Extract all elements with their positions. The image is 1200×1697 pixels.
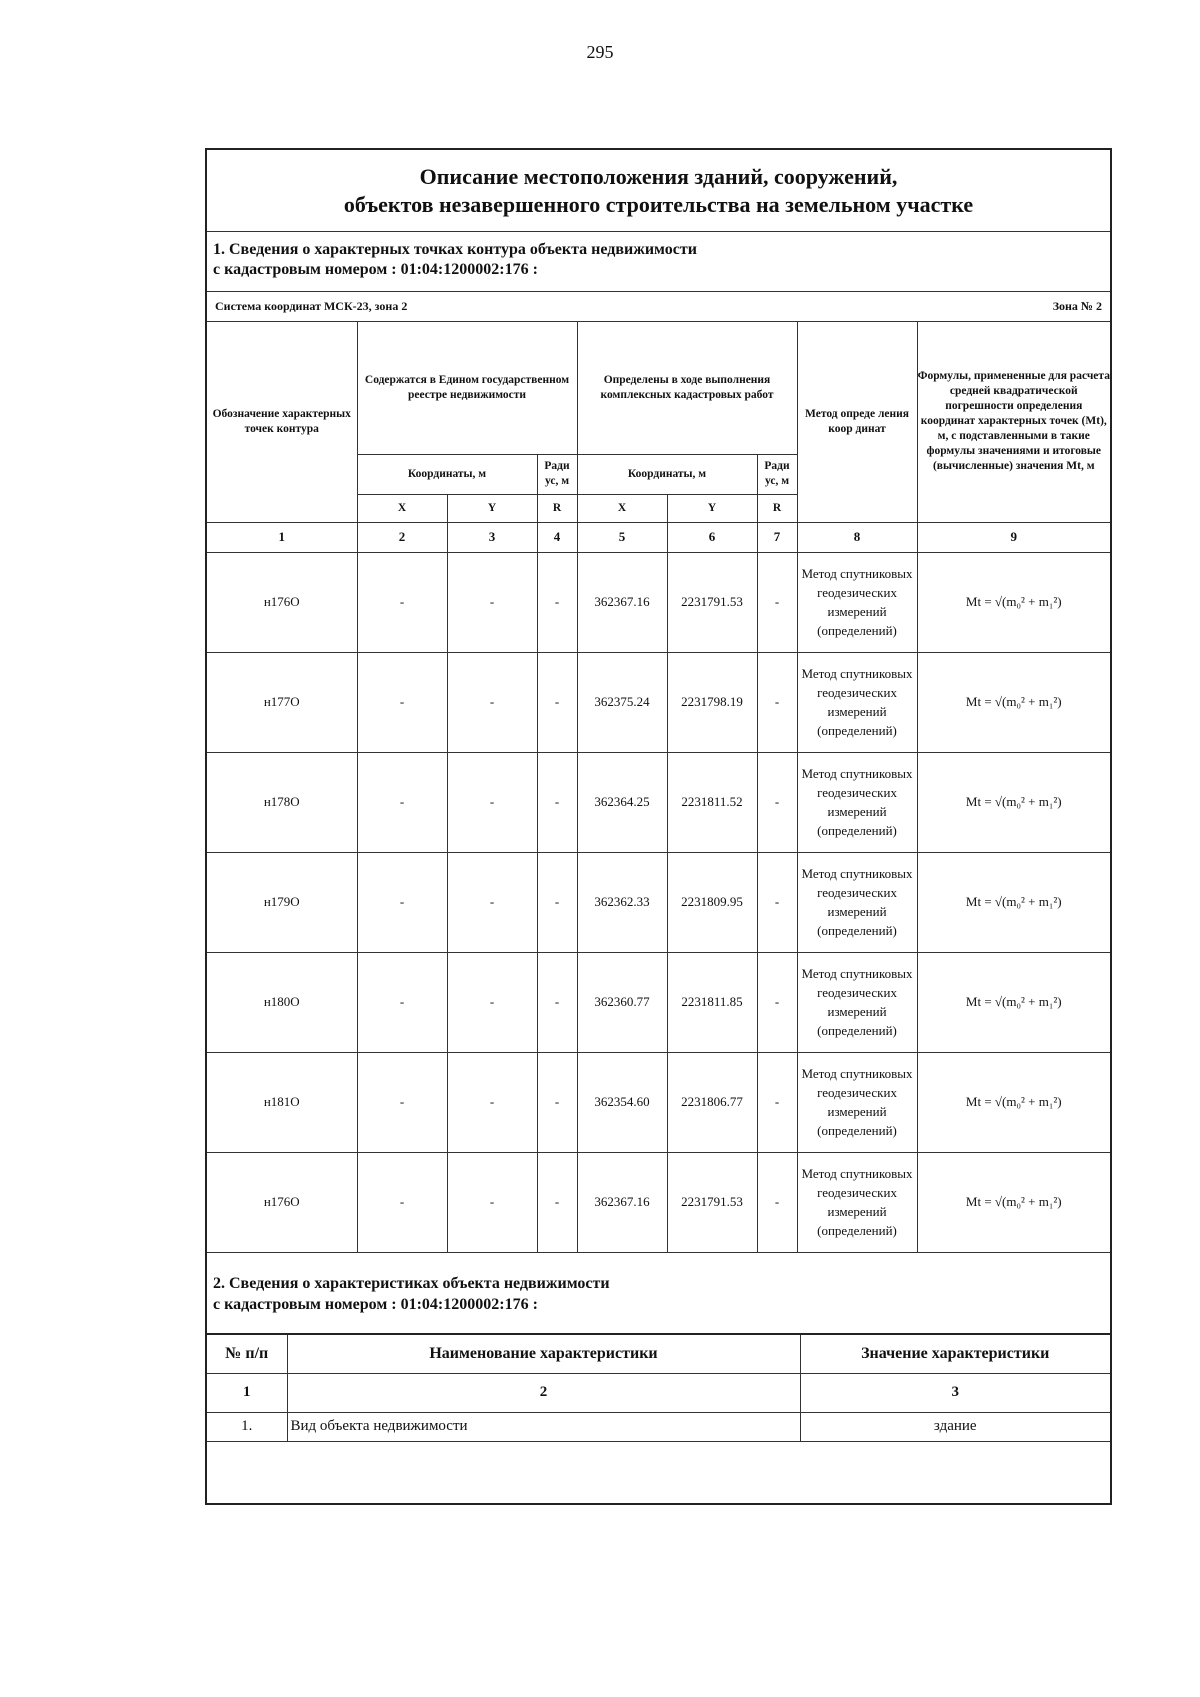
formula-cell: Mt = √(m₀² + m₁²) (917, 1052, 1110, 1152)
column-number: 9 (917, 522, 1110, 552)
egrn-y: - (447, 1152, 537, 1252)
column-number: 2 (357, 522, 447, 552)
header-radius-determined: Ради ус, м (757, 454, 797, 494)
point-designation: н178О (207, 752, 357, 852)
determined-x: 362362.33 (577, 852, 667, 952)
egrn-x: - (357, 552, 447, 652)
egrn-radius: - (537, 652, 577, 752)
egrn-radius: - (537, 552, 577, 652)
formula-cell: Mt = √(m₀² + m₁²) (917, 752, 1110, 852)
egrn-y: - (447, 552, 537, 652)
egrn-y: - (447, 852, 537, 952)
method-cell: Метод спутниковых геодезических измерений (определений) (797, 752, 917, 852)
header-point-designation: Обозначение характерных точек контура (207, 322, 357, 522)
table-row (207, 1412, 1110, 1441)
page-number: 295 (586, 42, 614, 62)
determined-y: 2231798.19 (667, 652, 757, 752)
method-cell: Метод спутниковых геодезических измерений (определений) (797, 852, 917, 952)
column-number-row (207, 522, 1110, 552)
determined-x: 362367.16 (577, 552, 667, 652)
header-characteristic-name: Наименование характеристики (287, 1334, 800, 1374)
determined-radius: - (757, 1152, 797, 1252)
egrn-x: - (357, 1152, 447, 1252)
egrn-x: - (357, 752, 447, 852)
column-number: 1 (207, 522, 357, 552)
header-r: R (757, 494, 797, 522)
points-table-body (207, 552, 1110, 1252)
method-cell: Метод спутниковых геодезических измерений (определений) (797, 952, 917, 1052)
points-table (207, 322, 1110, 1253)
document-frame (205, 148, 1112, 1505)
header-characteristic-value: Значение характеристики (800, 1334, 1110, 1374)
determined-radius: - (757, 652, 797, 752)
characteristics-table (207, 1333, 1110, 1442)
egrn-x: - (357, 952, 447, 1052)
point-designation: н179О (207, 852, 357, 952)
table-row (207, 1152, 1110, 1252)
header-method: Метод опреде ления коор динат (797, 322, 917, 522)
section1-line-1: 1. Сведения о характерных точках контура объекта недвижимости (213, 241, 697, 258)
egrn-radius: - (537, 1052, 577, 1152)
header-r: R (537, 494, 577, 522)
characteristic-value: здание (800, 1412, 1110, 1441)
column-number: 5 (577, 522, 667, 552)
point-designation: н177О (207, 652, 357, 752)
section2-line-2: с кадастровым номером : 01:04:1200002:176 : (213, 1295, 538, 1313)
column-number: 7 (757, 522, 797, 552)
determined-radius: - (757, 852, 797, 952)
egrn-x: - (357, 1052, 447, 1152)
header-egrn: Содержатся в Едином государственном реестре недвижимости (357, 322, 577, 454)
header-y: Y (447, 494, 537, 522)
document-title (207, 150, 1110, 232)
point-designation: н180О (207, 952, 357, 1052)
header-y: Y (667, 494, 757, 522)
header-coords-egrn: Координаты, м (357, 454, 537, 494)
determined-y: 2231811.85 (667, 952, 757, 1052)
table-row (207, 852, 1110, 952)
point-designation: н176О (207, 1152, 357, 1252)
formula-cell: Mt = √(m₀² + m₁²) (917, 652, 1110, 752)
table-row (207, 552, 1110, 652)
determined-y: 2231806.77 (667, 1052, 757, 1152)
table-row (207, 952, 1110, 1052)
column-number-row (207, 1373, 1110, 1412)
column-number: 8 (797, 522, 917, 552)
egrn-radius: - (537, 952, 577, 1052)
section2-heading (207, 1253, 1110, 1333)
header-x: X (577, 494, 667, 522)
section1-line-2: с кадастровым номером : 01:04:1200002:176 : (213, 261, 538, 278)
table-row (207, 1052, 1110, 1152)
egrn-x: - (357, 852, 447, 952)
determined-y: 2231809.95 (667, 852, 757, 952)
egrn-y: - (447, 752, 537, 852)
column-number: 6 (667, 522, 757, 552)
determined-radius: - (757, 952, 797, 1052)
column-number: 4 (537, 522, 577, 552)
egrn-x: - (357, 652, 447, 752)
egrn-y: - (447, 952, 537, 1052)
coordinate-system-bar (207, 292, 1110, 322)
determined-x: 362354.60 (577, 1052, 667, 1152)
formula-cell: Mt = √(m₀² + m₁²) (917, 552, 1110, 652)
determined-x: 362367.16 (577, 1152, 667, 1252)
header-row-number: № п/п (207, 1334, 287, 1374)
point-designation: н181О (207, 1052, 357, 1152)
determined-radius: - (757, 752, 797, 852)
formula-cell: Mt = √(m₀² + m₁²) (917, 952, 1110, 1052)
column-number: 3 (800, 1373, 1110, 1412)
method-cell: Метод спутниковых геодезических измерений (определений) (797, 1152, 917, 1252)
egrn-y: - (447, 652, 537, 752)
point-designation: н176О (207, 552, 357, 652)
determined-y: 2231791.53 (667, 552, 757, 652)
method-cell: Метод спутниковых геодезических измерений (определений) (797, 652, 917, 752)
column-number: 2 (287, 1373, 800, 1412)
coordinate-system-label: Система координат МСК-23, зона 2 (215, 299, 408, 313)
header-determined: Определены в ходе выполнения комплексных кадастровых работ (577, 322, 797, 454)
section1-heading (207, 232, 1110, 292)
method-cell: Метод спутниковых геодезических измерений (определений) (797, 552, 917, 652)
column-number: 1 (207, 1373, 287, 1412)
determined-x: 362364.25 (577, 752, 667, 852)
header-coords-determined: Координаты, м (577, 454, 757, 494)
characteristic-name: Вид объекта недвижимости (287, 1412, 800, 1441)
section2-line-1: 2. Сведения о характеристиках объекта недвижимости (213, 1274, 610, 1292)
egrn-radius: - (537, 1152, 577, 1252)
row-number: 1. (207, 1412, 287, 1441)
header-formula: Формулы, примененные для расчета средней квадратической погрешности определения координат характерных точек (Mt), м, с подставленными в такие формулы значениями и итоговые (вычисленные) значения Mt, м (917, 322, 1110, 522)
header-radius-egrn: Ради ус, м (537, 454, 577, 494)
column-number: 3 (447, 522, 537, 552)
method-cell: Метод спутниковых геодезических измерений (определений) (797, 1052, 917, 1152)
determined-x: 362360.77 (577, 952, 667, 1052)
formula-cell: Mt = √(m₀² + m₁²) (917, 852, 1110, 952)
table-row (207, 752, 1110, 852)
title-line-1: Описание местоположения зданий, сооружений, (419, 163, 898, 189)
determined-y: 2231791.53 (667, 1152, 757, 1252)
header-x: X (357, 494, 447, 522)
egrn-radius: - (537, 752, 577, 852)
egrn-radius: - (537, 852, 577, 952)
zone-label: Зона № 2 (1052, 299, 1102, 313)
determined-x: 362375.24 (577, 652, 667, 752)
determined-radius: - (757, 1052, 797, 1152)
formula-cell: Mt = √(m₀² + m₁²) (917, 1152, 1110, 1252)
determined-y: 2231811.52 (667, 752, 757, 852)
table-row (207, 652, 1110, 752)
determined-radius: - (757, 552, 797, 652)
egrn-y: - (447, 1052, 537, 1152)
title-line-2: объектов незавершенного строительства на земельном участке (343, 191, 974, 217)
